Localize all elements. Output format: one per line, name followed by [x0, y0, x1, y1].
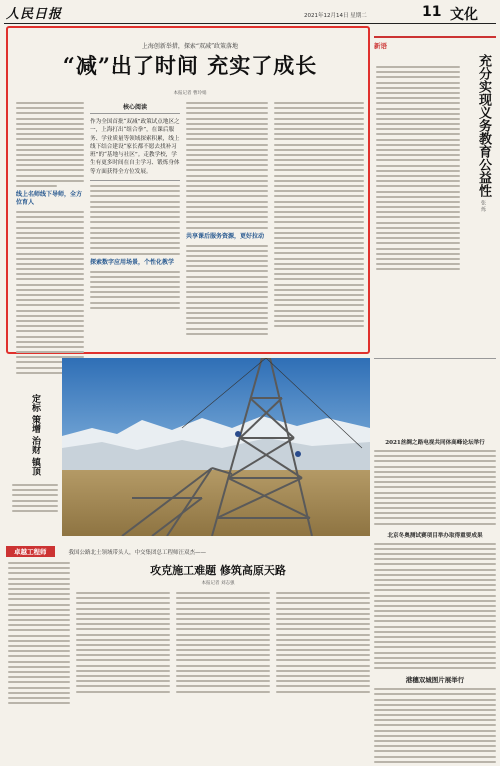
box-text: 作为全国首批“双减”政策试点地区之一，上海打出“组合拳”，在课后服务、学业质量等领域探索积累，线上线下结合建设“家长都不愿去找补习班”的“基地与社区”。走教学校，学生有更多时间在自主学习、锻炼身体等方面获得全方位发展。 [90, 119, 180, 175]
bottom-kicker: 我国公路北土领域带头人，中交集团总工程师汪双杰—— [68, 549, 207, 556]
text-column-4 [274, 102, 364, 330]
dateline: 2021年12月14日 星期二 [304, 13, 367, 19]
bottom-sidebar-text [8, 562, 70, 707]
new-tag: 新语 [374, 42, 387, 50]
text-column-3 [186, 102, 268, 338]
photo-caption-vertical: 定标 策增 治财 镇顶 [30, 394, 40, 476]
sidebar-text [376, 66, 460, 274]
subhead-3: 探索数字应用场景，个性化教学 [90, 258, 175, 266]
page-number: 11 [422, 4, 442, 20]
masthead [4, 3, 496, 24]
box-title: 核心阅读 [122, 104, 147, 111]
photo-illustration [62, 358, 370, 536]
subhead-2: 共享课后服务资源，更好拉动 [186, 232, 265, 240]
lead-byline: 本报记者 曹玲娟 [173, 91, 207, 96]
power-tower-photo [62, 358, 370, 536]
sidebar-author: 张 烁 [480, 200, 486, 212]
newspaper-logo: 人民日报 [6, 7, 63, 22]
photo-caption-text [12, 484, 58, 515]
bottom-text-column-3 [276, 592, 370, 696]
bottom-headline: 攻克施工难题 修筑高原天路 [150, 564, 286, 577]
text-column-1 [16, 102, 84, 377]
sidebar [374, 36, 496, 685]
sidebar-headline-2: 北京冬奥测试赛项目举办取得重要成果 [387, 532, 483, 539]
lead-article-highlight[interactable] [6, 26, 370, 354]
lead-headline: “减”出了时间 充实了成长 [62, 53, 318, 78]
bottom-text-column-2 [176, 592, 270, 696]
sidebar-stories [374, 438, 496, 766]
core-reading-box [90, 102, 180, 312]
sidebar-headline-3: 港穗双城图片展举行 [405, 676, 465, 685]
sidebar-column-title: 充分实现义务教育公益性 [476, 54, 491, 197]
lead-kicker: 上海创新举措，探索“双减”政策落地 [141, 43, 239, 50]
bottom-text-column-1 [76, 592, 170, 696]
story-tag: 卓越工程师 [6, 546, 55, 557]
photo-caption-block [10, 364, 60, 540]
bottom-byline: 本报记者 刘志强 [201, 581, 235, 586]
subhead-1: 线上名师线下导师，全方位育人 [16, 191, 83, 206]
section-name: 文化 [450, 7, 478, 23]
sidebar-headline-1: 2021丝绸之路电视共同体高峰论坛举行 [385, 440, 485, 446]
